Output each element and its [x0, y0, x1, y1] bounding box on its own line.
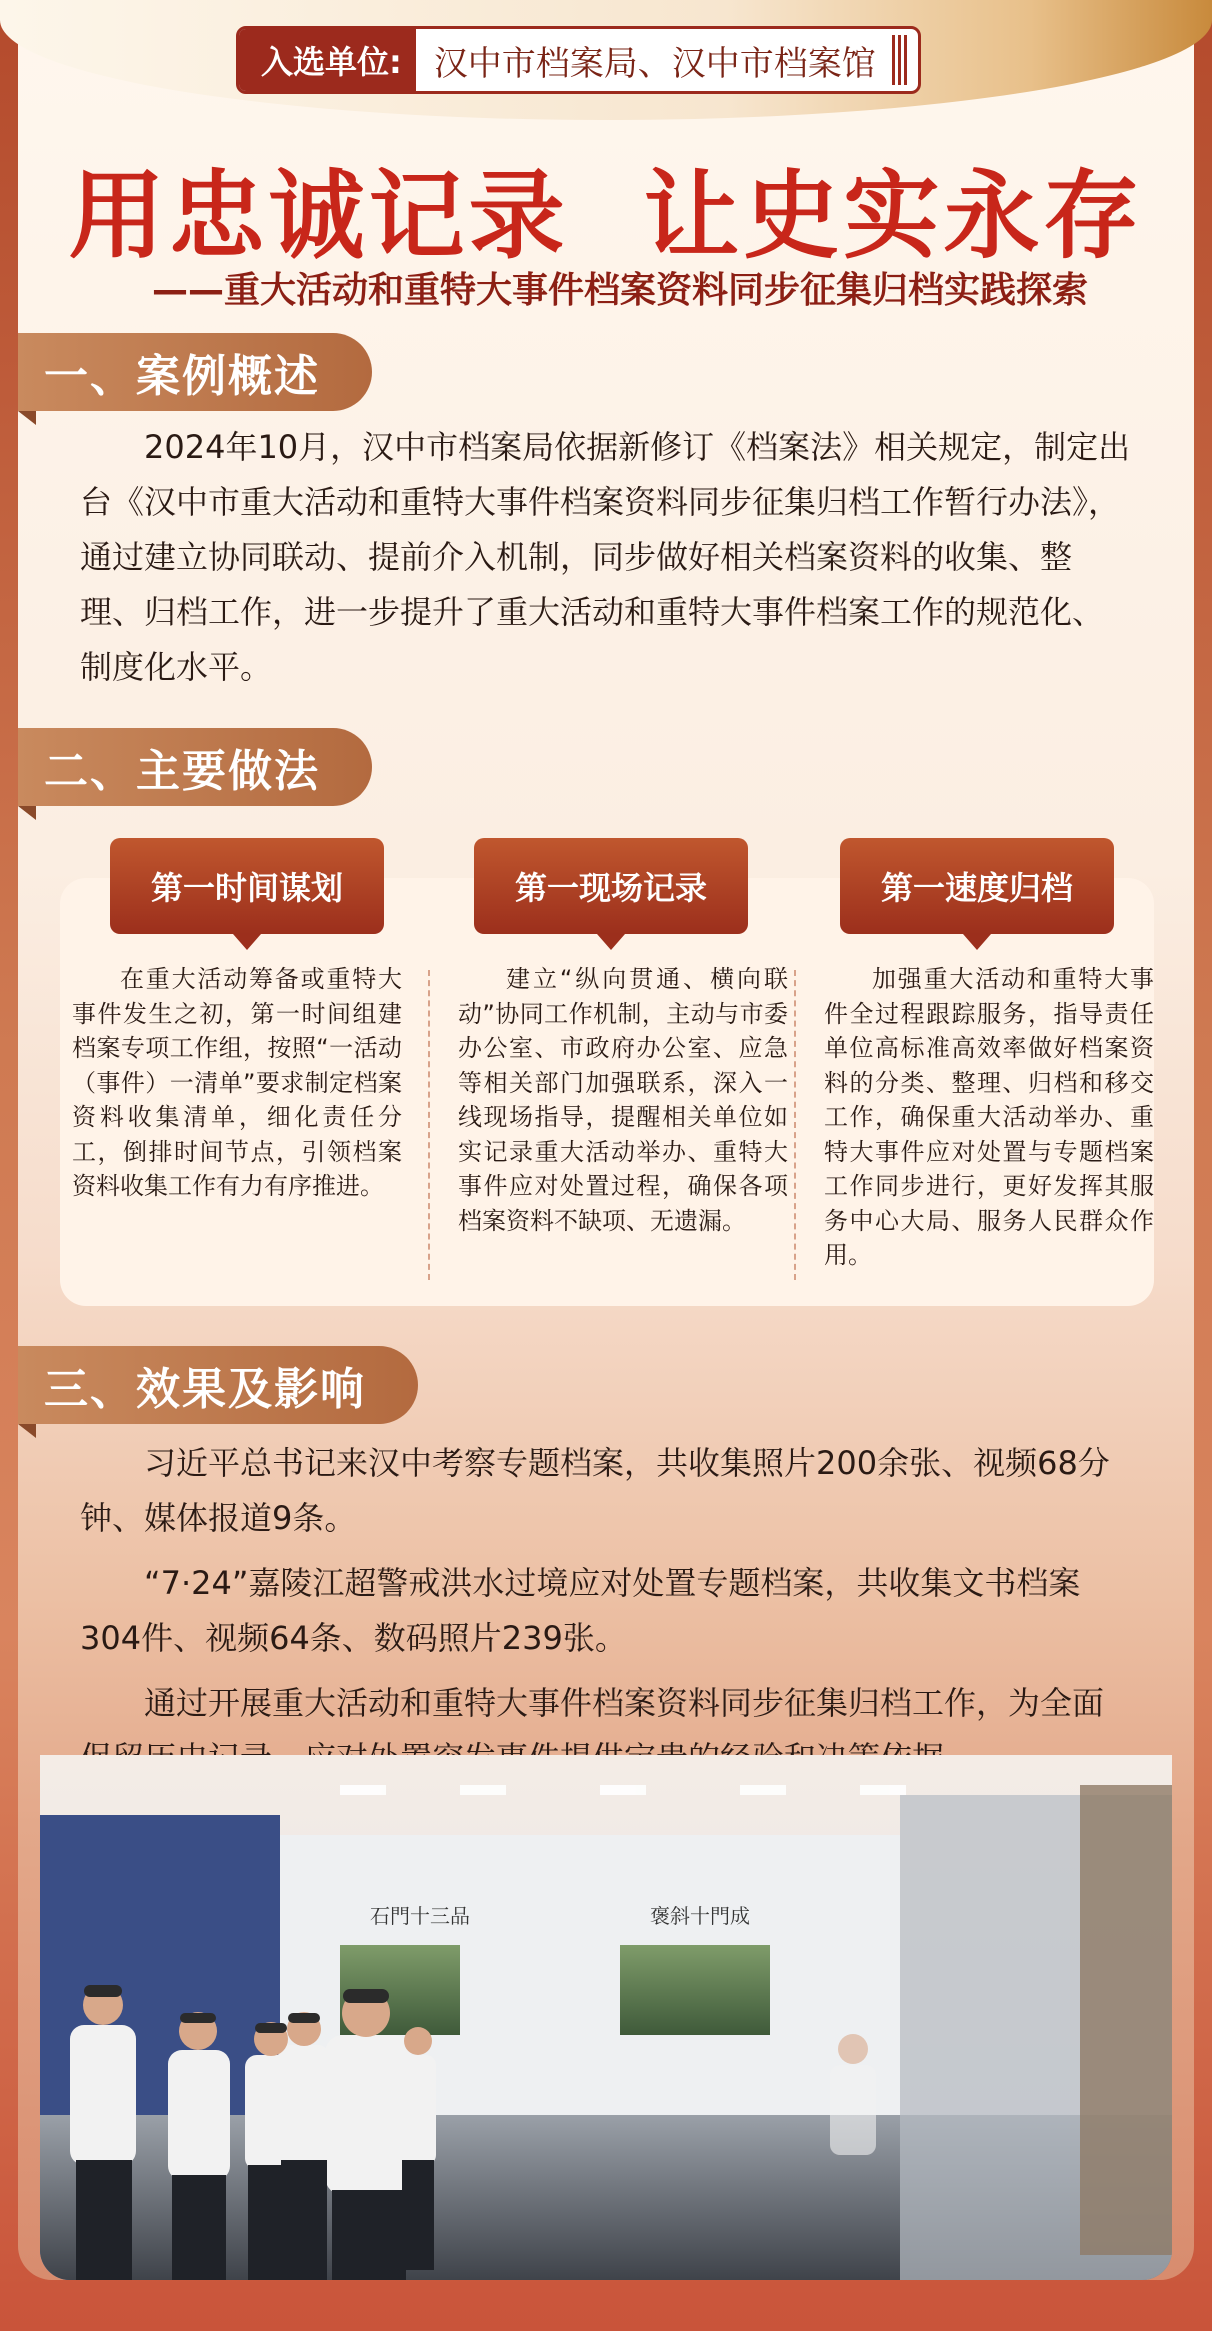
practice-text-2: 建立“纵向贯通、横向联动”协同工作机制，主动与市委办公室、市政府办公室、应急等相关部门加强联系，深入一线现场指导，提醒相关单位如实记录重大活动举办、重特大事件应对处置过程，确保各项档案资料不缺项、无遗漏。	[458, 965, 788, 1235]
stripes-decoration	[892, 29, 918, 91]
main-title: 用忠诚记录 让史实永存	[68, 160, 1144, 272]
effects-paragraph-3: 通过开展重大活动和重特大事件档案资料同步征集归档工作，为全面	[144, 1684, 1105, 1722]
landscape-painting	[620, 1945, 770, 2035]
practice-text-3: 加强重大活动和重特大事件全过程跟踪服务，指导责任单位高标准高效率做好档案资料的分类、整理、归档和移交工作，确保重大活动举办、重特大事件应对处置与专题档案工作同步进行，更好发挥其服务中心大局、服务人民群众作用。	[824, 965, 1154, 1269]
photo-illustration	[40, 1755, 1172, 2280]
sign-left: 石門十三品	[370, 1904, 470, 1928]
selected-unit-bar	[236, 26, 921, 94]
section-heading-practices: 二、主要做法	[18, 728, 372, 806]
practice-title-1: 第一时间谋划	[110, 838, 384, 934]
sign-right: 褒斜十門成	[650, 1904, 750, 1928]
column-divider	[428, 970, 430, 1280]
practice-title-3: 第一速度归档	[840, 838, 1114, 934]
overview-paragraph: 2024年10月，汉中市档案局依据新修订《档案法》相关规定，制定出台《汉中市重大活动和重特大事件档案资料同步征集归档工作暂行办法》，通过建立协同联动、提前介入机制，同步做好相关档案资料的收集、整理、归档工作，进一步提升了重大活动和重特大事件档案工作的规范化、制度化水平。	[80, 428, 1131, 686]
practice-text-1: 在重大活动筹备或重特大事件发生之初，第一时间组建档案专项工作组，按照“一活动（事件）一清单”要求制定档案资料收集清单，细化责任分工，倒排时间节点，引领档案资料收集工作有力有序推进。	[72, 965, 402, 1200]
effects-paragraph-1: 习近平总书记来汉中考察专题档案，共收集照片200余张、视频68分钟、媒体报道9条。	[80, 1444, 1110, 1537]
practice-title-2: 第一现场记录	[474, 838, 748, 934]
unit-label: 入选单位:	[239, 29, 416, 91]
column-divider	[794, 970, 796, 1280]
unit-value: 汉中市档案局、汉中市档案馆	[433, 43, 876, 84]
section-heading-effects: 三、效果及影响	[18, 1346, 418, 1424]
sub-title: ——重大活动和重特大事件档案资料同步征集归档实践探索	[151, 270, 1088, 311]
exhibition-photo	[40, 1755, 1172, 2280]
effects-paragraph-2: “7·24”嘉陵江超警戒洪水过境应对处置专题档案，共收集文书档案304件、视频64条、数码照片239张。	[80, 1564, 1081, 1657]
section-heading-overview: 一、案例概述	[18, 333, 372, 411]
